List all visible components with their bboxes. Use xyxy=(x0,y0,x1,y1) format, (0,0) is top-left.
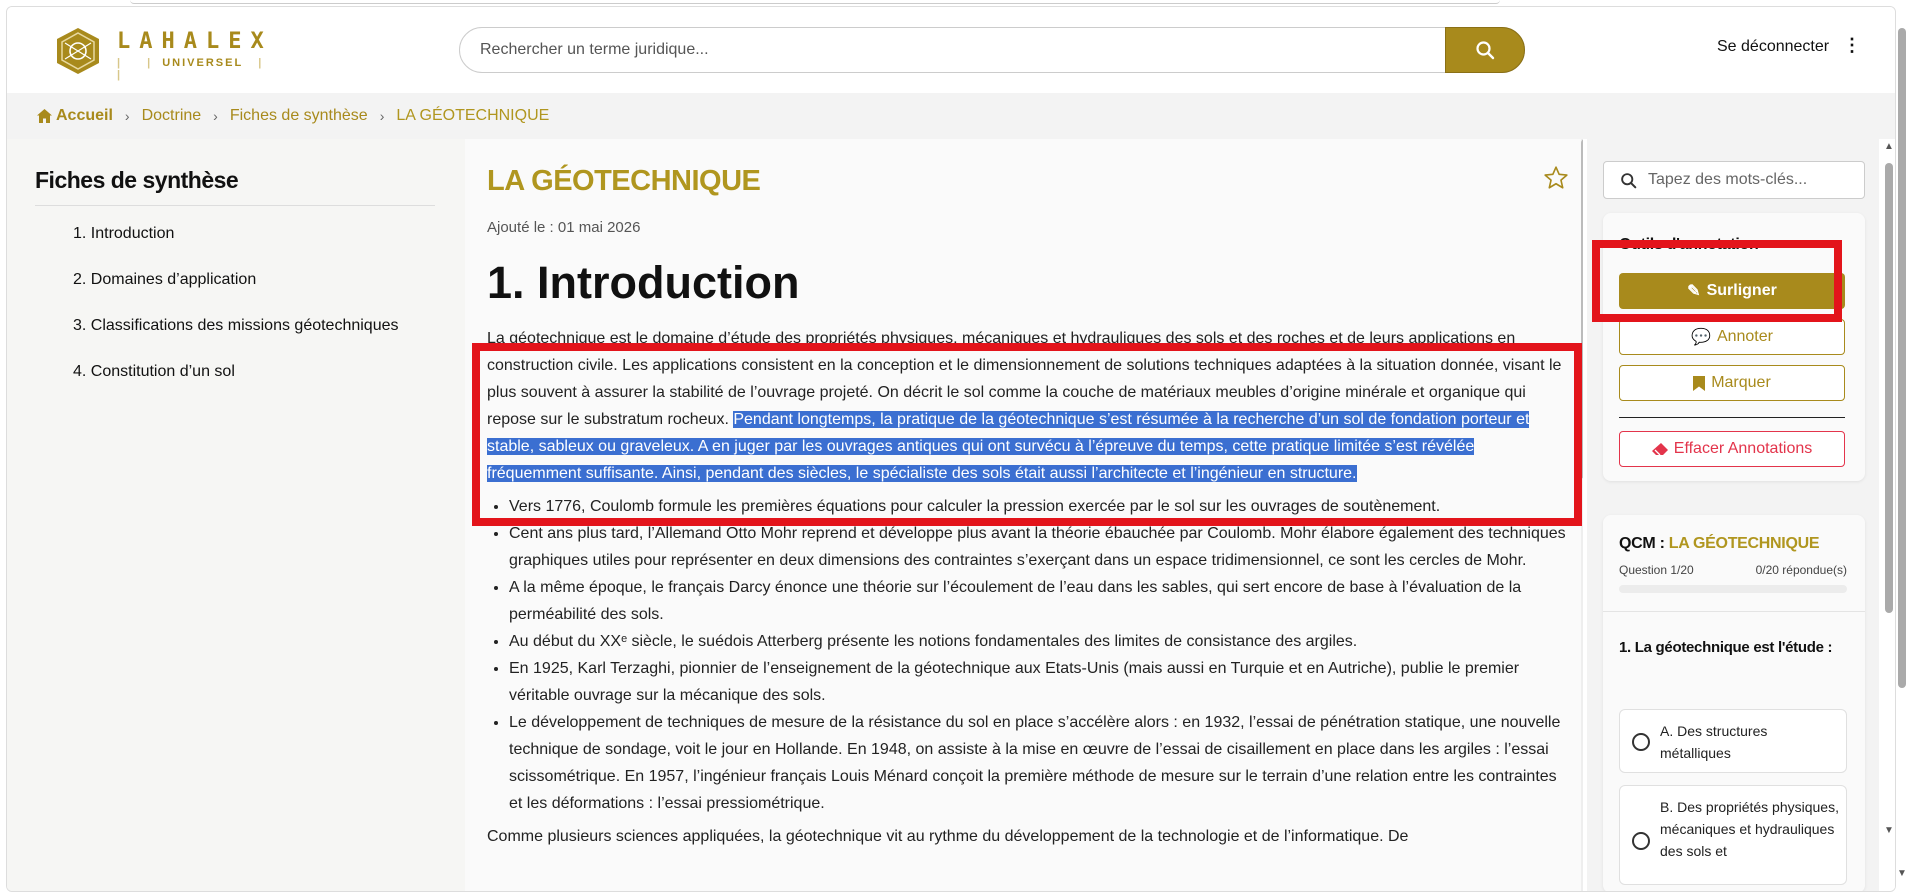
quiz-option-b[interactable] xyxy=(1619,785,1847,885)
breadcrumb-home-label: Accueil xyxy=(56,107,113,124)
annotate-button[interactable] xyxy=(1619,319,1845,355)
chevron-right-icon: › xyxy=(213,108,218,124)
selection-highlight-box xyxy=(472,343,1582,526)
quiz-option-a[interactable] xyxy=(1619,709,1847,773)
home-icon xyxy=(37,109,52,123)
scroll-down-icon[interactable]: ▼ xyxy=(1897,868,1907,879)
added-date: Ajouté le : 01 mai 2026 xyxy=(487,219,641,236)
list-item: • Vers 1776, Coulomb formule les premières équations pour calculer la pression exercée par le sol sur les ouvrages de soutènement. xyxy=(509,493,1567,520)
radio-icon[interactable] xyxy=(1632,733,1650,751)
search-icon xyxy=(1475,40,1495,60)
annotate-label: Annoter xyxy=(1716,328,1773,345)
logo-subtitle: | |UNIVERSEL | | xyxy=(117,57,274,81)
answered-count: 0/20 répondue(s) xyxy=(1755,563,1847,577)
trailing-paragraph: Comme plusieurs sciences appliquées, la géotechnique vit au rythme du développement de la technologie et de l’informatique. De xyxy=(487,828,1409,845)
logo[interactable] xyxy=(55,27,275,81)
highlight-button-box xyxy=(1592,240,1842,322)
logout-link[interactable]: Se déconnecter xyxy=(1717,38,1830,55)
page-scrollbar[interactable] xyxy=(1896,28,1908,878)
radio-icon[interactable] xyxy=(1632,832,1650,850)
bookmark-button[interactable] xyxy=(1619,365,1845,401)
clear-annotations-button[interactable] xyxy=(1619,431,1845,467)
quiz-progress-bar xyxy=(1619,585,1847,593)
comment-icon: 💬 xyxy=(1691,329,1711,346)
quiz-meta xyxy=(1619,563,1847,577)
highlight-label: Surligner xyxy=(1706,282,1777,299)
divider xyxy=(1603,611,1865,612)
divider xyxy=(35,205,435,206)
option-label: A. Des structures métalliques xyxy=(1660,723,1768,761)
search-button[interactable] xyxy=(1445,27,1525,73)
breadcrumb xyxy=(7,93,1896,139)
quiz-question: 1. La géotechnique est l'étude : xyxy=(1619,639,1833,656)
toc-item-domaines[interactable]: 2. Domaines d’application xyxy=(73,271,257,288)
list-item: • Le développement de techniques de mesure de la résistance du sol en place s’accélère alors : en 1932, l’essai de pénétration statique, une nouvelle technique de sondage, voit le jour en Hollande. En 1948, on assiste à la mise en œuvre de l’essai de cisaillement en place dans les argiles : l’essai scissométrique. En 1957, l’ingénieur français Louis Ménard conçoit la première méthode de mesure sur le terrain d’une relation entre les contraintes et les déformations : l’essai pressiométrique. xyxy=(509,709,1567,817)
bookmark-label: Marquer xyxy=(1711,374,1771,391)
header xyxy=(7,7,1896,92)
bookmark-icon xyxy=(1693,376,1705,391)
list-item: • A la même époque, le français Darcy énonce une théorie sur l’écoulement de l’eau dans les sables, qui sert encore de base à l’évaluation de la perméabilité des sols. xyxy=(509,574,1567,628)
eraser-icon xyxy=(1652,443,1668,456)
annotation-tools-title: Outils d'annotation xyxy=(1619,236,1759,253)
search-input[interactable] xyxy=(480,28,1440,72)
sidebar-scrollbar[interactable] xyxy=(1881,139,1896,892)
keyword-search xyxy=(1603,161,1865,199)
breadcrumb-doctrine[interactable]: Doctrine xyxy=(141,107,202,124)
breadcrumb-fiches[interactable]: Fiches de synthèse xyxy=(229,107,368,124)
toc-item-introduction[interactable]: 1. Introduction xyxy=(73,225,175,242)
quiz-title xyxy=(1619,535,1819,553)
divider xyxy=(1619,417,1845,418)
chevron-right-icon: › xyxy=(379,108,385,124)
scroll-up-icon[interactable]: ▲ xyxy=(1884,141,1894,152)
keyword-search-input[interactable] xyxy=(1648,162,1858,198)
quiz-label: QCM : xyxy=(1619,535,1669,552)
logo-wordmark: LAHALEX xyxy=(117,29,273,54)
table-of-contents xyxy=(7,139,465,892)
kebab-icon[interactable]: ⋮ xyxy=(1843,35,1861,55)
quiz-topic: LA GÉOTECHNIQUE xyxy=(1668,535,1820,552)
option-label: B. Des propriétés physiques, mécaniques et hydrauliques des sols et xyxy=(1660,799,1839,859)
question-counter: Question 1/20 xyxy=(1619,563,1694,577)
history-list xyxy=(487,493,1567,817)
star-icon[interactable] xyxy=(1543,165,1569,191)
article-title: LA GÉOTECHNIQUE xyxy=(487,165,761,197)
search-icon xyxy=(1620,172,1637,189)
chevron-right-icon: › xyxy=(124,108,130,124)
clear-label: Effacer Annotations xyxy=(1673,440,1813,457)
list-item: • Cent ans plus tard, l’Allemand Otto Mohr reprend et développe plus avant la théorie ébauchée par Coulomb. Mohr élabore également des techniques graphiques utiles pour représenter en deux dimensions des contraintes s’exerçant dans un espace tridimensionnel, ce sont les cercles de Mohr. xyxy=(509,520,1567,574)
scrollbar-thumb[interactable] xyxy=(1885,163,1893,613)
logo-mark-icon xyxy=(55,27,101,75)
toc-title: Fiches de synthèse xyxy=(35,167,239,193)
global-search xyxy=(459,27,1525,73)
pen-icon: ✎ xyxy=(1687,283,1701,300)
selected-text[interactable]: Pendant longtemps, la pratique de la géotechnique s’est résumée à la recherche d’un sol de fondation porteur et stable, sableux ou graveleux. A en juger par les ouvrages antiques qui ont survécu à l’épreuve du temps, cette pratique limitée s’est révélée fréquemment suffisante. Ainsi, pendant des siècles, le spécialiste des sols était aussi l’architecte et l’ingénieur en structure. xyxy=(487,411,1530,482)
section-heading: 1. Introduction xyxy=(487,257,800,308)
quiz-panel xyxy=(1603,515,1865,892)
toc-item-classifications[interactable]: 3. Classifications des missions géotechniques xyxy=(73,317,399,334)
scrollbar-thumb[interactable] xyxy=(1898,28,1906,688)
paragraph-text: La géotechnique est le domaine d’étude des propriétés physiques, mécaniques et hydrauliques des sols et des roches et de leurs applications en construction civile. Les applications consistent en la conception et le dimensionnement de solutions techniques adaptées à la situation donnée, visant le plus souvent à assurer la stabilité de l’ouvrage projeté. On décrit le sol comme la couche de matériaux meubles d’origine minérale et organique qui repose sur le substratum rocheux. xyxy=(487,330,1562,428)
list-item: • Au début du XXᵉ siècle, le suédois Atterberg présente les notions fondamentales des limites de consistance des argiles. xyxy=(509,628,1567,655)
scroll-down-icon[interactable]: ▼ xyxy=(1884,825,1894,836)
browser-top-edge xyxy=(130,0,1500,4)
breadcrumb-current: LA GÉOTECHNIQUE xyxy=(396,107,550,124)
toc-item-constitution[interactable]: 4. Constitution d’un sol xyxy=(73,363,235,380)
list-item: • En 1925, Karl Terzaghi, pionnier de l’enseignement de la géotechnique aux Etats-Unis (mais aussi en Turquie et en Autriche), publie le premier véritable ouvrage sur la mécanique des sols. xyxy=(509,655,1567,709)
breadcrumb-home[interactable] xyxy=(37,107,113,125)
